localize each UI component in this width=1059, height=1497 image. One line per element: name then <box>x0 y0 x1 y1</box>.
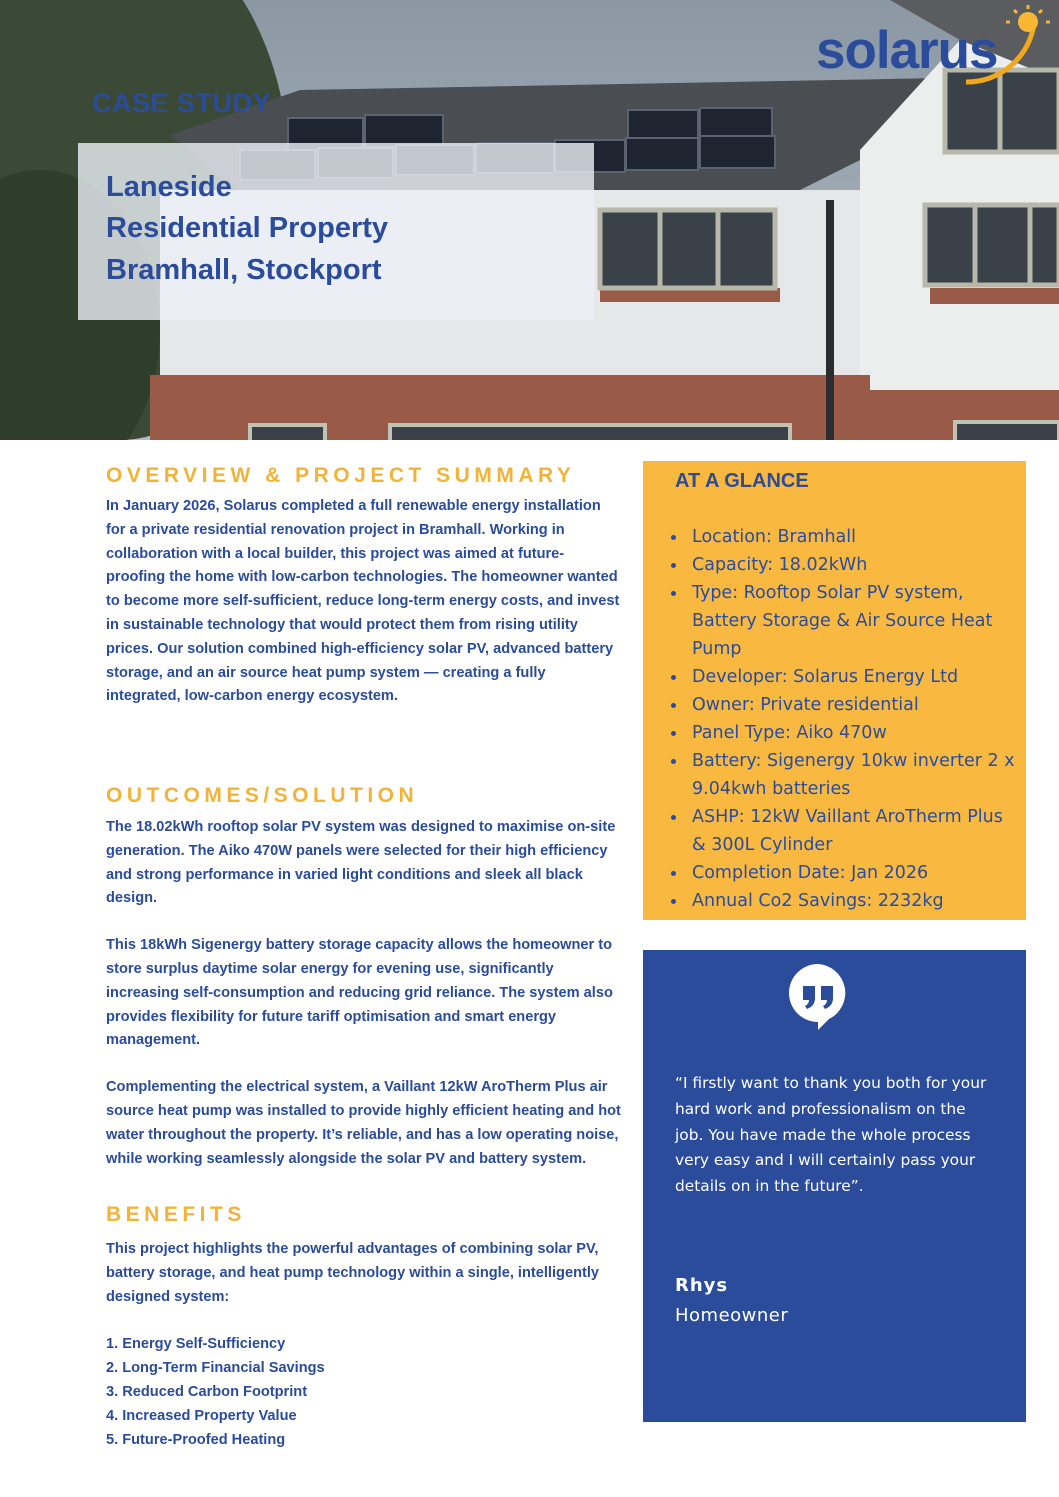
glance-item-ashp: ASHP: 12kW Vaillant AroTherm Plus & 300L Cylinder <box>663 803 1018 859</box>
solarus-logo <box>816 4 1056 94</box>
at-a-glance-title: AT A GLANCE <box>675 470 809 492</box>
glance-item-owner: Owner: Private residential <box>663 691 1018 719</box>
at-a-glance-panel <box>643 461 1026 920</box>
overview-text <box>106 495 621 709</box>
outcomes-heading: OUTCOMES/SOLUTION <box>106 784 419 807</box>
glance-item-completion-date: Completion Date: Jan 2026 <box>663 859 1018 887</box>
logo-wordmark: solarus <box>816 21 998 80</box>
quote-icon <box>789 964 847 1030</box>
benefit-item: 2. Long-Term Financial Savings <box>106 1360 325 1377</box>
benefits-heading: BENEFITS <box>106 1203 246 1226</box>
project-title-line-3: Bramhall, Stockport <box>106 254 382 286</box>
glance-item-location: Location: Bramhall <box>663 523 1018 551</box>
case-study-label: CASE STUDY <box>92 88 272 118</box>
outcomes-text <box>106 816 621 1171</box>
testimonial-name: Rhys <box>675 1275 729 1296</box>
outcomes-paragraph-3: Complementing the electrical system, a Vaillant 12kW AroTherm Plus air source heat pump was installed to provide highly efficient heating and hot water throughout the property. It’s reliable, and has a low operating noise, while working seamlessly alongside the solar PV and battery system. <box>106 1079 621 1167</box>
benefit-item: 1. Energy Self-Sufficiency <box>106 1336 286 1353</box>
testimonial-role: Homeowner <box>675 1305 789 1326</box>
glance-item-panel-type: Panel Type: Aiko 470w <box>663 719 1018 747</box>
glance-item-developer: Developer: Solarus Energy Ltd <box>663 663 1018 691</box>
glance-item-battery: Battery: Sigenergy 10kw inverter 2 x 9.04kwh batteries <box>663 747 1018 803</box>
glance-item-capacity: Capacity: 18.02kWh <box>663 551 1018 579</box>
benefit-item: 3. Reduced Carbon Footprint <box>106 1383 308 1400</box>
hero-banner <box>0 0 1059 440</box>
benefit-item: 4. Increased Property Value <box>106 1407 297 1424</box>
testimonial-quote: “I firstly want to thank you both for your hard work and professionalism on the job. You have made the whole process very easy and I will certainly pass your details on in the future”. <box>675 1074 987 1196</box>
glance-item-co2-savings: Annual Co2 Savings: 2232kg <box>663 887 1018 915</box>
project-title-line-1: Laneside <box>106 171 232 203</box>
overview-paragraph: In January 2026, Solarus completed a full renewable energy installation for a private residential renovation project in Bramhall. Working in collaboration with a local builder, this project was aimed at future-proofing the home with low-carbon technologies. The homeowner wanted to become more self-sufficient, reduce long-term energy costs, and invest in sustainable technology that would protect them from rising utility prices. Our solution combined high-efficiency solar PV, advanced battery storage, and an air source heat pump system — creating a fully integrated, low-carbon energy ecosystem. <box>106 498 620 705</box>
glance-item-type: Type: Rooftop Solar PV system, Battery Storage & Air Source Heat Pump <box>663 579 1018 663</box>
overview-heading: OVERVIEW & PROJECT SUMMARY <box>106 464 576 487</box>
at-a-glance-list <box>663 523 1018 915</box>
benefits-text <box>106 1238 621 1452</box>
outcomes-paragraph-2: This 18kWh Sigenergy battery storage capacity allows the homeowner to store surplus daytime solar energy for evening use, significantly increasing self-consumption and reducing grid reliance. The system also provides flexibility for future tariff optimisation and smart energy management. <box>106 937 613 1049</box>
benefits-intro: This project highlights the powerful advantages of combining solar PV, battery storage, and heat pump technology within a single, intelligently designed system: <box>106 1241 600 1305</box>
benefits-list <box>106 1333 621 1452</box>
testimonial-panel <box>643 950 1026 1422</box>
project-title-line-2: Residential Property <box>106 212 389 244</box>
outcomes-paragraph-1: The 18.02kWh rooftop solar PV system was designed to maximise on-site generation. The Aiko 470W panels were selected for their high efficiency and strong performance in varied light conditions and sleek all black design. <box>106 819 616 907</box>
benefit-item: 5. Future-Proofed Heating <box>106 1431 286 1448</box>
